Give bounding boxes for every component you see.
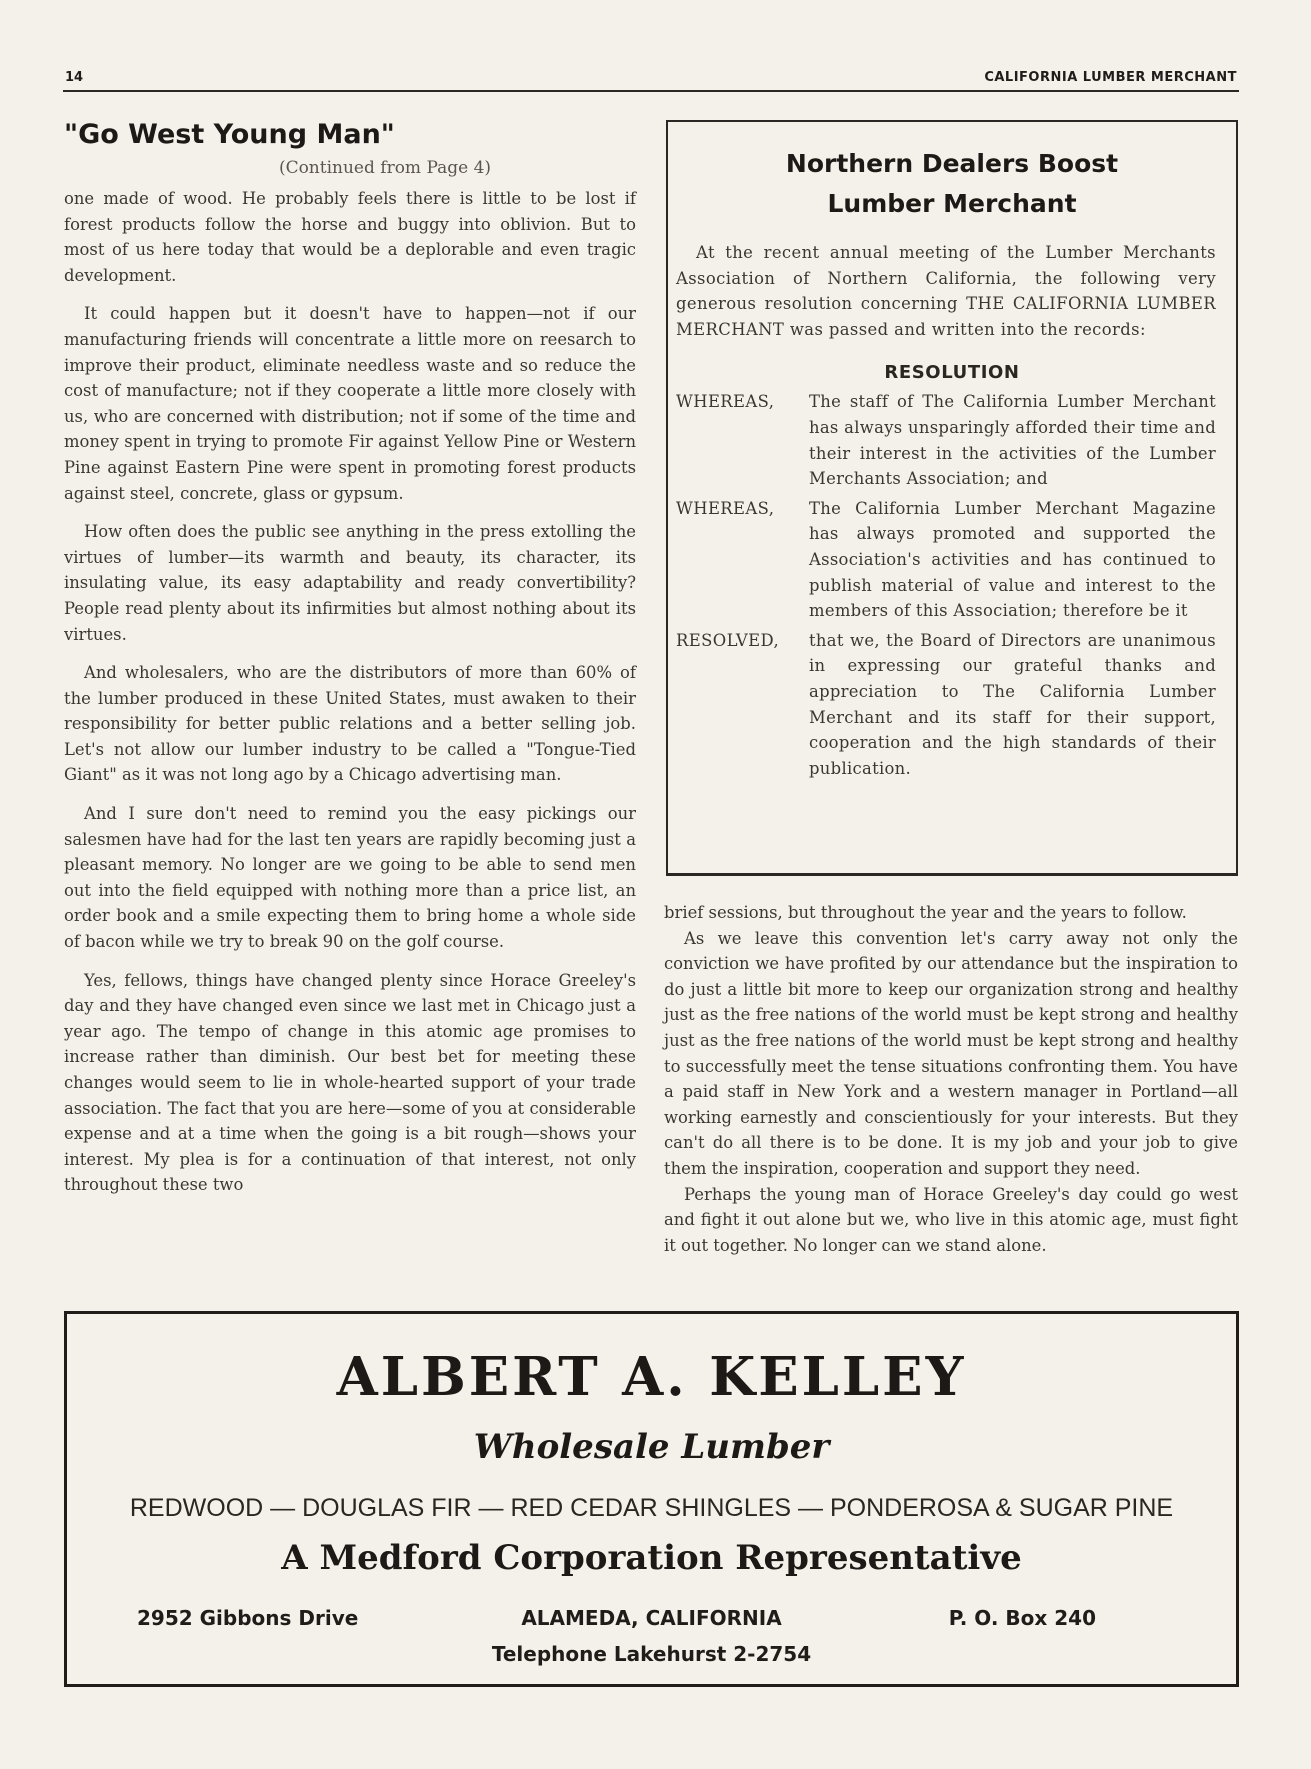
product-list: REDWOOD — DOUGLAS FIR — RED CEDAR SHINGLES — PONDEROSA & SUGAR PINE	[129, 1494, 1174, 1522]
advertiser-tagline: Wholesale Lumber	[473, 1427, 830, 1467]
running-header	[63, 70, 1239, 92]
clause-keyword: WHEREAS,	[676, 498, 775, 518]
article-paragraph: As we leave this convention let's carry away not only the conviction we have profited by our attendance but the inspiration to do just a little bit more to keep our organization strong and healthy just as the free nations of the world must be kept strong and healthy just as the free nations of the world must be kept strong and healthy to successfully meet the tense situations confronting them. You have a paid staff in New York and a western manager in Portland—all working earnestly and conscientiously for your interests. But they can't do all there is to be done. It is my job and your job to give them the inspiration, cooperation and support they need.	[664, 928, 1238, 1178]
article-paragraph: It could happen but it doesn't have to happen—not if our manufacturing friends will concentrate a little more on reesarch to improve their product, eliminate needless waste and so reduce the cost of manufacture; not if they cooperate a little more closely with us, who are concerned with distribution; not if some of the time and money spent in trying to promote Fir against Yellow Pine or Western Pine against Eastern Pine were spent in promoting forest products against steel, concrete, glass or gypsum.	[64, 304, 636, 503]
telephone-line: Telephone Lakehurst 2-2754	[491, 1642, 812, 1666]
article-paragraph: Yes, fellows, things have changed plenty since Horace Greeley's day and they have changed even since we last met in Chicago just a year ago. The tempo of change in this atomic age promises to increase rather than diminish. Our best bet for meeting these changes would seem to lie in whole-hearted support of your trade association. The fact that you are here—some of you at considerable expense and at a time when the going is a bit rough—shows your interest. My plea is for a continuation of that interest, not only throughout these two	[64, 970, 636, 1195]
article-right-column	[664, 900, 1238, 1258]
article-paragraph: Perhaps the young man of Horace Greeley's day could go west and fight it out alone but we, who live in this atomic age, must fight it out together. No longer can we stand alone.	[664, 1184, 1238, 1255]
resolution-clause	[676, 389, 1216, 491]
article-paragraph: How often does the public see anything in the press extolling the virtues of lumber—its warmth and beauty, its character, its insulating value, its easy adaptability and ready convertibility? People read plenty about its infirmities but almost nothing about its virtues.	[64, 522, 636, 644]
article-paragraph: brief sessions, but throughout the year and the years to follow.	[664, 903, 1187, 922]
clause-text: The staff of The California Lumber Merchant has always unsparingly afforded their time and their interest in the activities of the Lumber Merchants Association; and	[809, 392, 1216, 489]
representative-line: A Medford Corporation Representative	[281, 1538, 1022, 1578]
article-left-column	[64, 118, 636, 1211]
article-paragraph: And I sure don't need to remind you the easy pickings our salesmen have had for the last ten years are rapidly becoming just a pleasant memory. No longer are we going to be able to send men out into the field equipped with nothing more than a price list, an order book and a smile expecting them to bring home a whole side of bacon while we try to break 90 on the golf course.	[64, 804, 636, 952]
sidebar-title-line-1: Northern Dealers Boost	[785, 149, 1119, 178]
article-title: "Go West Young Man"	[64, 119, 395, 150]
resolution-clause	[676, 496, 1216, 624]
street-address: 2952 Gibbons Drive	[137, 1606, 359, 1630]
page-number: 14	[65, 70, 84, 85]
sidebar-title-line-2: Lumber Merchant	[827, 189, 1077, 218]
article-paragraph: one made of wood. He probably feels there is little to be lost if forest products follow the horse and buggy into oblivion. But to most of us here today that would be a deplorable and even tragic development.	[64, 189, 636, 285]
clause-text: The California Lumber Merchant Magazine has always promoted and supported the Association's activities and has continued to publish material of value and interest to the members of this Association; therefore be it	[809, 498, 1216, 621]
clause-text: that we, the Board of Directors are unanimous in expressing our grateful thanks and appreciation to The California Lumber Merchant and its staff for their support, cooperation and the high standards of their publication.	[809, 630, 1216, 778]
publication-title: CALIFORNIA LUMBER MERCHANT	[984, 70, 1237, 85]
advertiser-name: ALBERT A. KELLEY	[336, 1346, 967, 1408]
clause-keyword: RESOLVED,	[676, 630, 780, 650]
sidebar-intro: At the recent annual meeting of the Lumber Merchants Association of Northern California, the following very generous resolution concerning THE CALIFORNIA LUMBER MERCHANT was passed and written into the records:	[676, 243, 1216, 339]
po-box: P. O. Box 240	[948, 1606, 1096, 1630]
sidebar-title	[668, 144, 1236, 224]
resolution-sidebar-box	[666, 120, 1238, 876]
resolution-clause	[676, 628, 1216, 782]
resolution-heading: RESOLUTION	[884, 362, 1020, 384]
city-state: ALAMEDA, CALIFORNIA	[521, 1606, 782, 1630]
advertisement-box	[64, 1311, 1239, 1687]
article-paragraph: And wholesalers, who are the distributors of more than 60% of the lumber produced in these United States, must awaken to their responsibility for better public relations and a better selling job. Let's not allow our lumber industry to be called a "Tongue-Tied Giant" as it was not long ago by a Chicago advertising man.	[64, 663, 636, 785]
clause-keyword: WHEREAS,	[676, 392, 775, 412]
continued-note: (Continued from Page 4)	[278, 158, 492, 178]
